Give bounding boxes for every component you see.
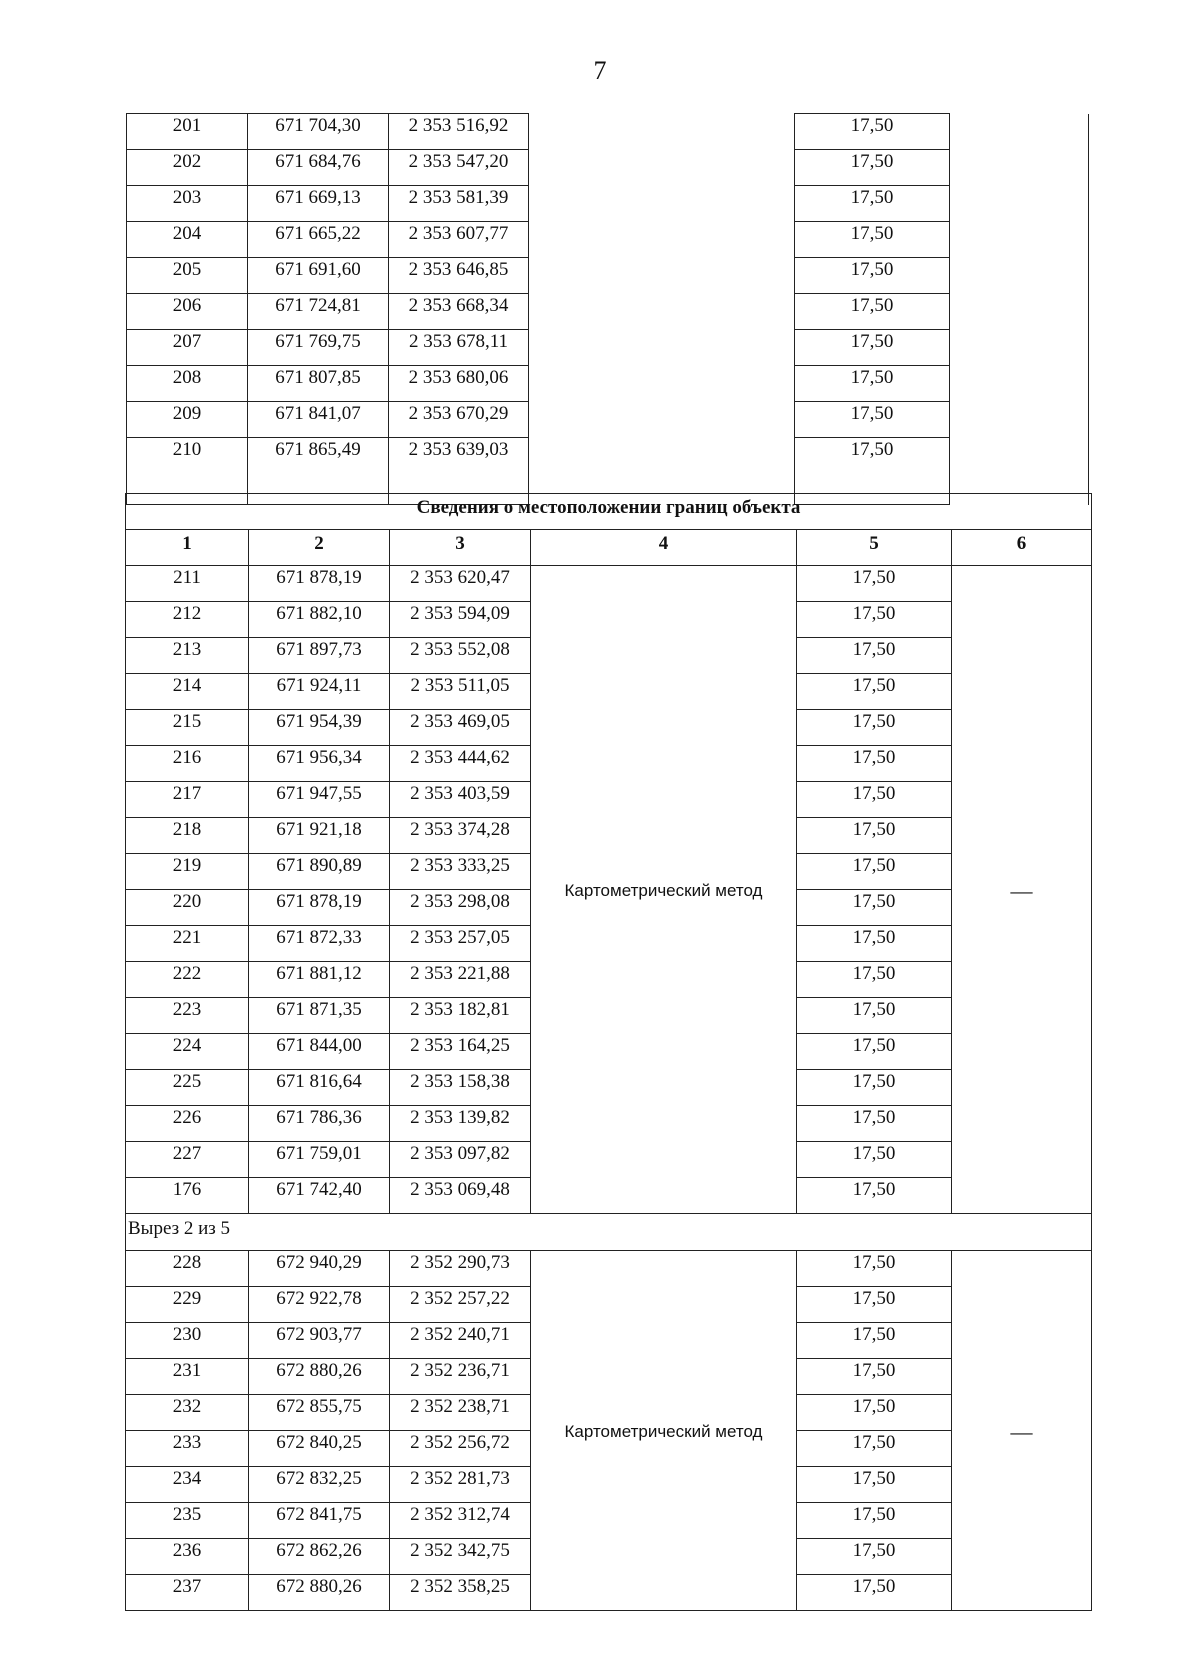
description-cell xyxy=(950,402,1089,438)
table-row xyxy=(127,366,1089,402)
y-coordinate-cell: 2 352 342,75 xyxy=(390,1539,531,1575)
point-number-cell: 228 xyxy=(126,1251,249,1287)
point-number-cell: 211 xyxy=(126,566,249,602)
y-coordinate-cell: 2 353 670,29 xyxy=(389,402,529,438)
y-coordinate-cell: 2 352 256,72 xyxy=(390,1431,531,1467)
x-coordinate-cell: 671 878,19 xyxy=(249,566,390,602)
point-number-cell: 230 xyxy=(126,1323,249,1359)
point-number-cell: 209 xyxy=(127,402,248,438)
cut-label: Вырез 2 из 5 xyxy=(126,1214,1092,1251)
point-number-cell: 215 xyxy=(126,710,249,746)
point-number-cell: 234 xyxy=(126,1467,249,1503)
table-row xyxy=(126,566,1092,602)
x-coordinate-cell: 672 862,26 xyxy=(249,1539,390,1575)
accuracy-cell: 17,50 xyxy=(797,1359,952,1395)
point-number-cell: 210 xyxy=(127,438,248,505)
method-cell xyxy=(529,150,795,186)
table-row xyxy=(127,294,1089,330)
point-number-cell: 202 xyxy=(127,150,248,186)
y-coordinate-cell: 2 353 516,92 xyxy=(389,114,529,150)
accuracy-cell: 17,50 xyxy=(797,818,952,854)
accuracy-cell: 17,50 xyxy=(797,1323,952,1359)
accuracy-cell: 17,50 xyxy=(797,1503,952,1539)
x-coordinate-cell: 671 665,22 xyxy=(248,222,389,258)
column-number: 4 xyxy=(531,530,797,566)
accuracy-cell: 17,50 xyxy=(797,854,952,890)
y-coordinate-cell: 2 352 240,71 xyxy=(390,1323,531,1359)
x-coordinate-cell: 671 759,01 xyxy=(249,1142,390,1178)
y-coordinate-cell: 2 353 164,25 xyxy=(390,1034,531,1070)
accuracy-cell: 17,50 xyxy=(797,602,952,638)
method-cell xyxy=(529,330,795,366)
y-coordinate-cell: 2 353 469,05 xyxy=(390,710,531,746)
x-coordinate-cell: 671 807,85 xyxy=(248,366,389,402)
point-number-cell: 201 xyxy=(127,114,248,150)
point-number-cell: 222 xyxy=(126,962,249,998)
method-cell xyxy=(529,114,795,150)
accuracy-cell: 17,50 xyxy=(795,222,950,258)
y-coordinate-cell: 2 353 668,34 xyxy=(389,294,529,330)
x-coordinate-cell: 671 865,49 xyxy=(248,438,389,505)
x-coordinate-cell: 671 882,10 xyxy=(249,602,390,638)
point-number-cell: 232 xyxy=(126,1395,249,1431)
y-coordinate-cell: 2 353 333,25 xyxy=(390,854,531,890)
y-coordinate-cell: 2 353 403,59 xyxy=(390,782,531,818)
table-row xyxy=(126,1251,1092,1287)
x-coordinate-cell: 672 880,26 xyxy=(249,1359,390,1395)
accuracy-cell: 17,50 xyxy=(795,330,950,366)
table-row xyxy=(127,222,1089,258)
method-cell xyxy=(529,402,795,438)
accuracy-cell: 17,50 xyxy=(795,294,950,330)
y-coordinate-cell: 2 353 639,03 xyxy=(389,438,529,505)
point-number-cell: 203 xyxy=(127,186,248,222)
accuracy-cell: 17,50 xyxy=(797,1178,952,1214)
table-row xyxy=(127,402,1089,438)
x-coordinate-cell: 671 954,39 xyxy=(249,710,390,746)
accuracy-cell: 17,50 xyxy=(795,402,950,438)
x-coordinate-cell: 672 940,29 xyxy=(249,1251,390,1287)
y-coordinate-cell: 2 353 594,09 xyxy=(390,602,531,638)
table-row xyxy=(127,150,1089,186)
point-number-cell: 206 xyxy=(127,294,248,330)
x-coordinate-cell: 672 922,78 xyxy=(249,1287,390,1323)
y-coordinate-cell: 2 352 236,71 xyxy=(390,1359,531,1395)
y-coordinate-cell: 2 352 281,73 xyxy=(390,1467,531,1503)
x-coordinate-cell: 672 832,25 xyxy=(249,1467,390,1503)
point-number-cell: 207 xyxy=(127,330,248,366)
y-coordinate-cell: 2 353 069,48 xyxy=(390,1178,531,1214)
y-coordinate-cell: 2 353 620,47 xyxy=(390,566,531,602)
y-coordinate-cell: 2 353 552,08 xyxy=(390,638,531,674)
accuracy-cell: 17,50 xyxy=(795,438,950,505)
y-coordinate-cell: 2 353 257,05 xyxy=(390,926,531,962)
x-coordinate-cell: 672 903,77 xyxy=(249,1323,390,1359)
accuracy-cell: 17,50 xyxy=(795,150,950,186)
y-coordinate-cell: 2 353 374,28 xyxy=(390,818,531,854)
x-coordinate-cell: 671 769,75 xyxy=(248,330,389,366)
accuracy-cell: 17,50 xyxy=(797,1251,952,1287)
accuracy-cell: 17,50 xyxy=(797,1467,952,1503)
y-coordinate-cell: 2 353 298,08 xyxy=(390,890,531,926)
section-title: Сведения о местоположении границ объекта xyxy=(126,494,1092,530)
accuracy-cell: 17,50 xyxy=(797,1106,952,1142)
point-number-cell: 216 xyxy=(126,746,249,782)
table-row xyxy=(127,330,1089,366)
accuracy-cell: 17,50 xyxy=(797,566,952,602)
point-number-cell: 218 xyxy=(126,818,249,854)
x-coordinate-cell: 672 880,26 xyxy=(249,1575,390,1611)
x-coordinate-cell: 671 786,36 xyxy=(249,1106,390,1142)
column-number: 1 xyxy=(126,530,249,566)
description-cell xyxy=(950,150,1089,186)
method-cell xyxy=(529,222,795,258)
x-coordinate-cell: 672 855,75 xyxy=(249,1395,390,1431)
description-cell xyxy=(950,330,1089,366)
accuracy-cell: 17,50 xyxy=(797,926,952,962)
x-coordinate-cell: 672 841,75 xyxy=(249,1503,390,1539)
x-coordinate-cell: 671 890,89 xyxy=(249,854,390,890)
x-coordinate-cell: 671 878,19 xyxy=(249,890,390,926)
table-row xyxy=(127,114,1089,150)
coordinates-table-main xyxy=(125,493,1092,1611)
x-coordinate-cell: 671 956,34 xyxy=(249,746,390,782)
accuracy-cell: 17,50 xyxy=(797,1575,952,1611)
description-cell: — xyxy=(952,566,1092,1214)
y-coordinate-cell: 2 352 238,71 xyxy=(390,1395,531,1431)
y-coordinate-cell: 2 353 607,77 xyxy=(389,222,529,258)
y-coordinate-cell: 2 353 182,81 xyxy=(390,998,531,1034)
page-number: 7 xyxy=(593,56,607,85)
method-cell xyxy=(529,294,795,330)
y-coordinate-cell: 2 353 581,39 xyxy=(389,186,529,222)
accuracy-cell: 17,50 xyxy=(797,1070,952,1106)
accuracy-cell: 17,50 xyxy=(797,998,952,1034)
accuracy-cell: 17,50 xyxy=(797,1395,952,1431)
point-number-cell: 221 xyxy=(126,926,249,962)
point-number-cell: 229 xyxy=(126,1287,249,1323)
accuracy-cell: 17,50 xyxy=(797,1431,952,1467)
description-cell xyxy=(950,114,1089,150)
point-number-cell: 226 xyxy=(126,1106,249,1142)
point-number-cell: 225 xyxy=(126,1070,249,1106)
y-coordinate-cell: 2 352 358,25 xyxy=(390,1575,531,1611)
point-number-cell: 233 xyxy=(126,1431,249,1467)
y-coordinate-cell: 2 352 312,74 xyxy=(390,1503,531,1539)
column-number: 6 xyxy=(952,530,1092,566)
y-coordinate-cell: 2 353 097,82 xyxy=(390,1142,531,1178)
accuracy-cell: 17,50 xyxy=(797,782,952,818)
y-coordinate-cell: 2 353 511,05 xyxy=(390,674,531,710)
point-number-cell: 214 xyxy=(126,674,249,710)
column-number: 3 xyxy=(390,530,531,566)
x-coordinate-cell: 671 921,18 xyxy=(249,818,390,854)
point-number-cell: 224 xyxy=(126,1034,249,1070)
y-coordinate-cell: 2 352 290,73 xyxy=(390,1251,531,1287)
method-cell xyxy=(529,366,795,402)
description-cell: — xyxy=(952,1251,1092,1611)
point-number-cell: 220 xyxy=(126,890,249,926)
accuracy-cell: 17,50 xyxy=(797,890,952,926)
accuracy-cell: 17,50 xyxy=(797,1034,952,1070)
point-number-cell: 212 xyxy=(126,602,249,638)
accuracy-cell: 17,50 xyxy=(797,638,952,674)
method-cell: Картометрический метод xyxy=(531,566,797,1214)
description-cell xyxy=(950,294,1089,330)
description-cell xyxy=(950,366,1089,402)
point-number-cell: 205 xyxy=(127,258,248,294)
point-number-cell: 219 xyxy=(126,854,249,890)
point-number-cell: 213 xyxy=(126,638,249,674)
y-coordinate-cell: 2 353 139,82 xyxy=(390,1106,531,1142)
x-coordinate-cell: 671 724,81 xyxy=(248,294,389,330)
method-cell: Картометрический метод xyxy=(531,1251,797,1611)
point-number-cell: 217 xyxy=(126,782,249,818)
coordinates-table-top xyxy=(126,113,1089,505)
description-cell xyxy=(950,186,1089,222)
point-number-cell: 227 xyxy=(126,1142,249,1178)
accuracy-cell: 17,50 xyxy=(797,674,952,710)
accuracy-cell: 17,50 xyxy=(797,1287,952,1323)
accuracy-cell: 17,50 xyxy=(797,1142,952,1178)
x-coordinate-cell: 671 841,07 xyxy=(248,402,389,438)
y-coordinate-cell: 2 353 646,85 xyxy=(389,258,529,294)
method-cell xyxy=(529,186,795,222)
y-coordinate-cell: 2 353 158,38 xyxy=(390,1070,531,1106)
accuracy-cell: 17,50 xyxy=(795,186,950,222)
y-coordinate-cell: 2 353 678,11 xyxy=(389,330,529,366)
point-number-cell: 231 xyxy=(126,1359,249,1395)
cut-label-row xyxy=(126,1214,1092,1251)
x-coordinate-cell: 671 881,12 xyxy=(249,962,390,998)
description-cell xyxy=(950,222,1089,258)
x-coordinate-cell: 671 924,11 xyxy=(249,674,390,710)
table-row xyxy=(127,258,1089,294)
accuracy-cell: 17,50 xyxy=(797,962,952,998)
description-cell xyxy=(950,258,1089,294)
point-number-cell: 176 xyxy=(126,1178,249,1214)
accuracy-cell: 17,50 xyxy=(795,366,950,402)
x-coordinate-cell: 671 704,30 xyxy=(248,114,389,150)
point-number-cell: 204 xyxy=(127,222,248,258)
y-coordinate-cell: 2 353 221,88 xyxy=(390,962,531,998)
y-coordinate-cell: 2 353 680,06 xyxy=(389,366,529,402)
x-coordinate-cell: 671 669,13 xyxy=(248,186,389,222)
accuracy-cell: 17,50 xyxy=(795,258,950,294)
method-cell xyxy=(529,258,795,294)
column-number: 5 xyxy=(797,530,952,566)
x-coordinate-cell: 671 816,64 xyxy=(249,1070,390,1106)
x-coordinate-cell: 671 871,35 xyxy=(249,998,390,1034)
accuracy-cell: 17,50 xyxy=(795,114,950,150)
x-coordinate-cell: 671 844,00 xyxy=(249,1034,390,1070)
x-coordinate-cell: 671 872,33 xyxy=(249,926,390,962)
accuracy-cell: 17,50 xyxy=(797,1539,952,1575)
point-number-cell: 237 xyxy=(126,1575,249,1611)
accuracy-cell: 17,50 xyxy=(797,746,952,782)
x-coordinate-cell: 672 840,25 xyxy=(249,1431,390,1467)
x-coordinate-cell: 671 947,55 xyxy=(249,782,390,818)
accuracy-cell: 17,50 xyxy=(797,710,952,746)
x-coordinate-cell: 671 684,76 xyxy=(248,150,389,186)
y-coordinate-cell: 2 353 547,20 xyxy=(389,150,529,186)
section-title-row xyxy=(126,494,1092,530)
point-number-cell: 236 xyxy=(126,1539,249,1575)
table-row xyxy=(127,186,1089,222)
column-number-row xyxy=(126,530,1092,566)
x-coordinate-cell: 671 742,40 xyxy=(249,1178,390,1214)
point-number-cell: 235 xyxy=(126,1503,249,1539)
y-coordinate-cell: 2 353 444,62 xyxy=(390,746,531,782)
y-coordinate-cell: 2 352 257,22 xyxy=(390,1287,531,1323)
x-coordinate-cell: 671 897,73 xyxy=(249,638,390,674)
point-number-cell: 208 xyxy=(127,366,248,402)
point-number-cell: 223 xyxy=(126,998,249,1034)
x-coordinate-cell: 671 691,60 xyxy=(248,258,389,294)
column-number: 2 xyxy=(249,530,390,566)
